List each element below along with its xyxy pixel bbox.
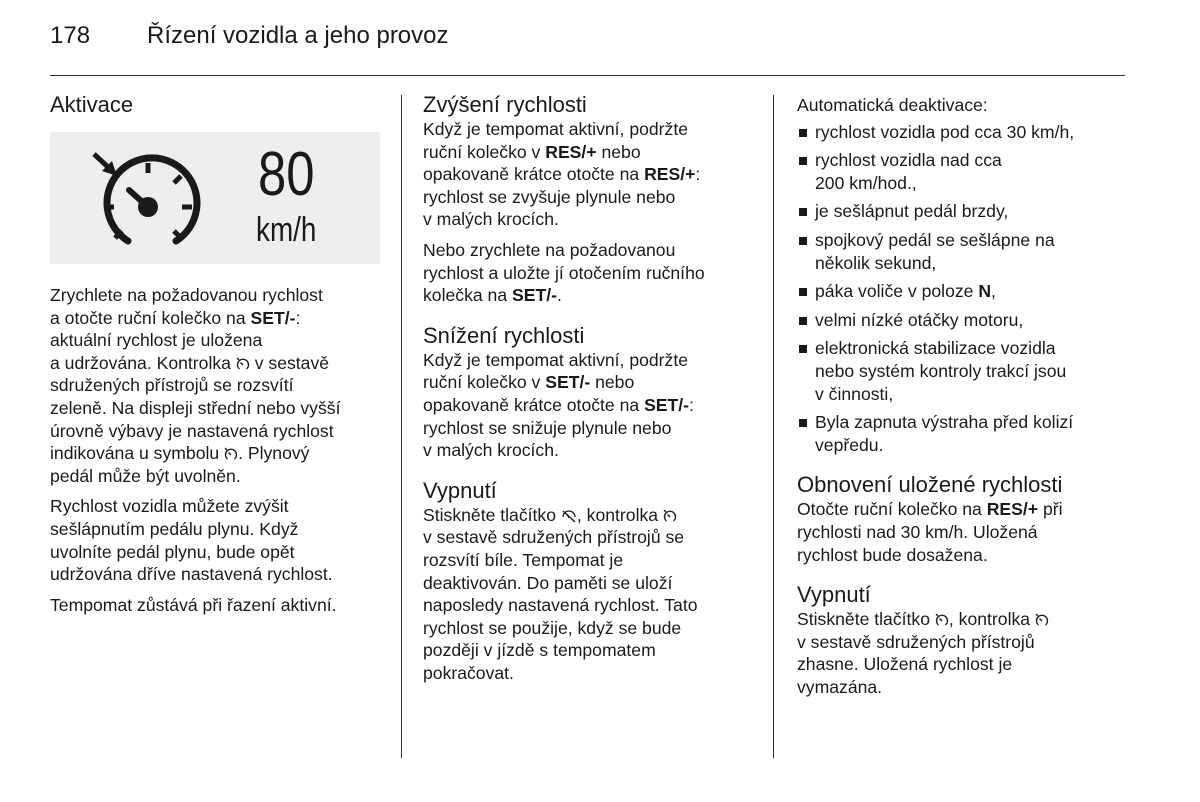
text-line: Tempomat zůstává při řazení aktivní.	[50, 594, 337, 615]
text-line: pedál může být uvolněn.	[50, 465, 241, 486]
column-3	[797, 92, 1127, 706]
text-line: a otočte ruční kolečko na SET/-:	[50, 307, 301, 328]
text-line: kolečka na SET/-.	[423, 285, 562, 306]
bullet-icon	[799, 129, 807, 137]
text-line: úrovně výbavy je nastavená rychlost	[50, 420, 334, 441]
activation-paragraph-2	[50, 495, 385, 585]
text-line: ruční kolečko v RES/+ nebo	[423, 141, 641, 162]
set-speed-unit: km/h	[256, 211, 317, 249]
switch-off-paragraph-2	[797, 608, 1127, 698]
auto-deactivation-list	[797, 121, 1127, 457]
text-line: a udržována. Kontrolka v sestavě	[50, 352, 330, 373]
bullet-icon	[799, 157, 807, 165]
cruise-control-indicator-icon	[236, 357, 250, 371]
text-line: Otočte ruční kolečko na RES/+ při	[797, 499, 1063, 520]
text-line: opakovaně krátce otočte na SET/-:	[423, 394, 694, 415]
bullet-icon	[799, 208, 807, 216]
decrease-paragraph	[423, 349, 758, 462]
text-line: rychlost se zvyšuje plynule nebo	[423, 186, 676, 207]
text-line: ruční kolečko v SET/- nebo	[423, 372, 635, 393]
heading-resume-speed: Obnovení uložené rychlosti	[797, 472, 1063, 498]
cruise-control-indicator-icon	[224, 447, 238, 461]
heading-switch-off: Vypnutí	[423, 477, 497, 503]
header-rule	[50, 75, 1125, 76]
text-line: v malých krocích.	[423, 209, 559, 230]
text-line: opakovaně krátce otočte na RES/+:	[423, 164, 701, 185]
text-line: zhasne. Uložená rychlost je	[797, 654, 1013, 675]
text-line: rychlost bude dosažena.	[797, 544, 988, 565]
text-line: indikována u symbolu . Plynový	[50, 443, 310, 464]
page-number: 178	[50, 22, 91, 49]
heading-switch-off-2: Vypnutí	[797, 582, 871, 608]
list-item: páka voliče v poloze N,	[797, 280, 1127, 303]
activation-paragraph-3	[50, 594, 385, 617]
column-divider-2	[773, 95, 774, 758]
bullet-icon	[799, 317, 807, 325]
cruise-control-indicator-icon	[663, 509, 677, 523]
heading-increase-speed: Zvýšení rychlosti	[423, 92, 587, 117]
list-item: rychlost vozidla nad cca 200 km/hod.,	[797, 149, 1127, 194]
cruise-control-indicator-icon	[1035, 613, 1049, 627]
text-line: rychlost se snižuje plynule nebo	[423, 417, 672, 438]
activation-paragraph-1	[50, 284, 385, 487]
text-line: v sestavě sdružených přístrojů se	[423, 527, 685, 548]
bullet-icon	[799, 345, 807, 353]
heading-decrease-speed: Snížení rychlosti	[423, 322, 585, 348]
page-title: Řízení vozidla a jeho provoz	[147, 22, 449, 49]
text-line: zeleně. Na displeji střední nebo vyšší	[50, 397, 341, 418]
set-speed-value: 80	[258, 140, 315, 209]
increase-paragraph-1	[423, 118, 758, 231]
auto-deactivation-title: Automatická deaktivace:	[797, 95, 988, 115]
text-line: později v jízdě s tempomatem	[423, 640, 656, 661]
list-item: rychlost vozidla pod cca 30 km/h,	[797, 121, 1127, 144]
list-item: velmi nízké otáčky motoru,	[797, 309, 1127, 332]
text-line: Když je tempomat aktivní, podržte	[423, 349, 689, 370]
text-line: sešlápnutím pedálu plynu. Když	[50, 518, 299, 539]
text-line: naposledy nastavená rychlost. Tato	[423, 595, 698, 616]
bullet-icon	[799, 419, 807, 427]
text-line: v sestavě sdružených přístrojů	[797, 631, 1035, 652]
list-item: elektronická stabilizace vozidla nebo systém kontroly trakcí jsou v činnosti,	[797, 337, 1127, 405]
bullet-icon	[799, 237, 807, 245]
text-line: rychlost a uložte jí otočením ručního	[423, 262, 705, 283]
cruise-control-button-icon	[935, 613, 949, 627]
text-line: Stiskněte tlačítko , kontrolka	[423, 504, 758, 527]
text-line: rychlosti nad 30 km/h. Uložená	[797, 521, 1038, 542]
text-line: Stiskněte tlačítko , kontrolka	[797, 608, 1127, 631]
text-line: aktuální rychlost je uložena	[50, 330, 263, 351]
increase-paragraph-2	[423, 239, 758, 307]
text-line: vymazána.	[797, 676, 883, 697]
text-line: Rychlost vozidla můžete zvýšit	[50, 496, 289, 517]
text-line: Když je tempomat aktivní, podržte	[423, 119, 689, 139]
text-line: Nebo zrychlete na požadovanou	[423, 239, 676, 260]
text-line: rozsvítí bíle. Tempomat je	[423, 549, 624, 570]
text-line: deaktivován. Do paměti se uloží	[423, 572, 673, 593]
bullet-icon	[799, 288, 807, 296]
text-line: pokračovat.	[423, 662, 514, 683]
text-line: udržována dříve nastavená rychlost.	[50, 564, 333, 585]
cruise-control-speedometer-icon	[50, 132, 250, 264]
column-divider-1	[401, 95, 402, 758]
text-line: v malých krocích.	[423, 440, 559, 461]
list-item: Byla zapnuta výstraha před kolizí vepředu.	[797, 411, 1127, 456]
list-item: spojkový pedál se sešlápne na několik sekund,	[797, 229, 1127, 274]
text-line: sdružených přístrojů se rozsvítí	[50, 375, 294, 396]
cruise-control-display-figure	[50, 132, 380, 264]
heading-activation: Aktivace	[50, 92, 134, 117]
column-2	[423, 92, 758, 692]
column-1	[50, 92, 385, 624]
list-item: je sešlápnut pedál brzdy,	[797, 200, 1127, 223]
resume-paragraph	[797, 498, 1127, 566]
text-line: Zrychlete na požadovanou rychlost	[50, 285, 323, 305]
switch-off-paragraph	[423, 504, 758, 685]
cruise-control-off-button-icon	[561, 509, 577, 523]
text-line: uvolníte pedál plynu, bude opět	[50, 541, 295, 562]
text-line: rychlost se použije, když se bude	[423, 617, 682, 638]
